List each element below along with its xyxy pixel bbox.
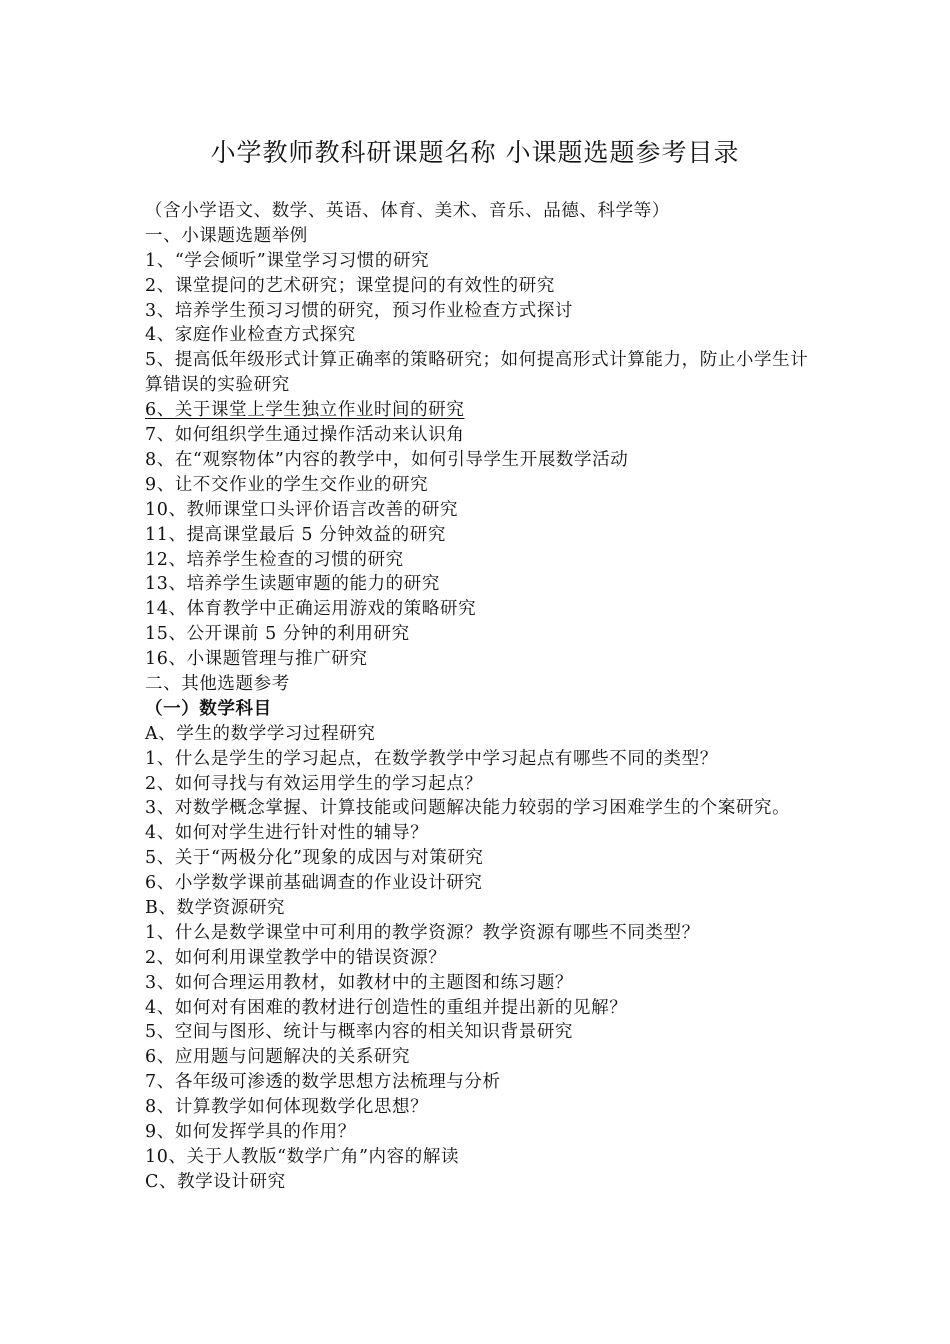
document-body	[145, 199, 825, 1195]
list-item: 10、关于人教版“数学广角”内容的解读	[145, 1146, 460, 1167]
list-item: 1、什么是学生的学习起点，在数学教学中学习起点有哪些不同的类型？	[145, 748, 718, 769]
list-item: 3、对数学概念掌握、计算技能或问题解决能力较弱的学习困难学生的个案研究。	[145, 798, 791, 819]
list-item: 15、公开课前 5 分钟的利用研究	[145, 624, 410, 645]
section-heading: 一、小课题选题举例	[145, 225, 308, 246]
document-title: 小学教师教科研课题名称 小课题选题参考目录	[210, 138, 740, 167]
list-item: 5、关于“两极分化”现象的成因与对策研究	[145, 848, 484, 869]
list-item: 14、体育教学中正确运用游戏的策略研究	[145, 599, 477, 620]
list-item-text: 6、关于课堂上学生独立作业时间的研究	[145, 400, 465, 421]
list-item: 5、提高低年级形式计算正确率的策略研究；如何提高形式计算能力，防止小学生计算错误的实验研究	[145, 350, 809, 396]
list-item: 7、如何组织学生通过操作活动来认识角	[145, 425, 465, 446]
list-item: 9、如何发挥学具的作用？	[145, 1122, 356, 1142]
list-item: 4、如何对有困难的教材进行创造性的重组并提出新的见解？	[145, 997, 628, 1018]
list-item: 6、小学数学课前基础调查的作业设计研究	[145, 873, 483, 894]
category-heading: A、学生的数学学习过程研究	[145, 723, 376, 744]
list-item: 12、培养学生检查的习惯的研究	[145, 549, 404, 570]
section-heading: 二、其他选题参考	[145, 673, 290, 694]
subject-scope-note: （含小学语文、数学、英语、体育、美术、音乐、品德、科学等）	[145, 201, 670, 221]
list-item: 2、如何寻找与有效运用学生的学习起点？	[145, 773, 483, 794]
list-item: 8、在“观察物体”内容的教学中，如何引导学生开展数学活动	[145, 449, 629, 470]
category-heading: B、数学资源研究	[145, 897, 286, 918]
list-item: 3、如何合理运用教材，如教材中的主题图和练习题？	[145, 972, 574, 993]
list-item: 1、“学会倾听”课堂学习习惯的研究	[145, 250, 430, 271]
list-item: 1、什么是数学课堂中可利用的教学资源？教学资源有哪些不同类型？	[145, 922, 700, 943]
list-item: 9、让不交作业的学生交作业的研究	[145, 474, 429, 495]
list-item: 5、空间与图形、统计与概率内容的相关知识背景研究	[145, 1022, 574, 1043]
list-item: 13、培养学生读题审题的能力的研究	[145, 574, 440, 595]
list-item: 2、课堂提问的艺术研究；课堂提问的有效性的研究	[145, 275, 555, 296]
list-item: 11、提高课堂最后 5 分钟效益的研究	[145, 524, 446, 545]
list-item: 4、如何对学生进行针对性的辅导？	[145, 823, 429, 844]
list-item: 10、教师课堂口头评价语言改善的研究	[145, 499, 459, 520]
subsection-heading: （一）数学科目	[145, 698, 272, 719]
list-item: 16、小课题管理与推广研究	[145, 649, 368, 670]
list-item: 2、如何利用课堂教学中的错误资源？	[145, 947, 447, 968]
category-heading: C、教学设计研究	[145, 1171, 286, 1192]
list-item: 4、家庭作业检查方式探究	[145, 325, 356, 346]
list-item-underlined	[145, 398, 825, 423]
list-item: 8、计算教学如何体现数学化思想？	[145, 1097, 429, 1118]
list-item: 6、应用题与问题解决的关系研究	[145, 1047, 411, 1068]
list-item: 7、各年级可渗透的数学思想方法梳理与分析	[145, 1072, 501, 1093]
list-item: 3、培养学生预习习惯的研究，预习作业检查方式探讨	[145, 300, 574, 321]
